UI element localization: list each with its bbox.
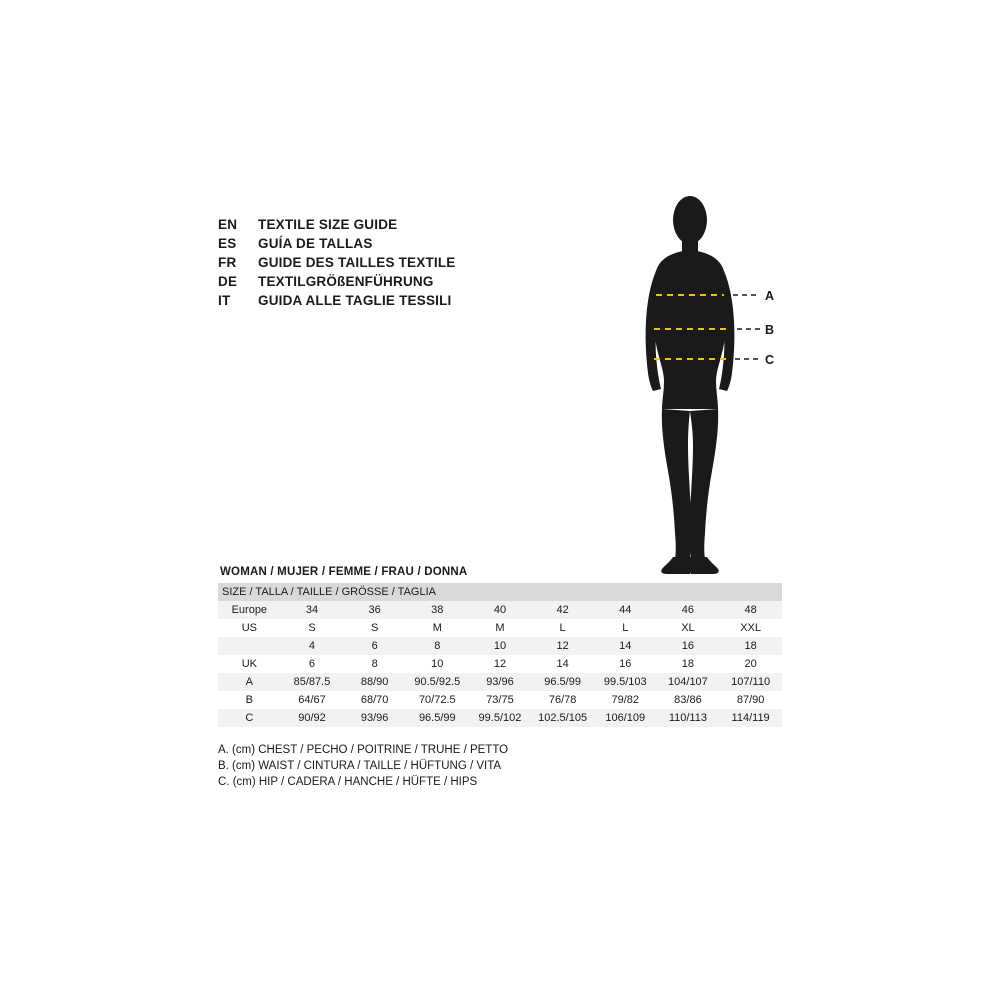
cell: 36 bbox=[343, 601, 406, 619]
cell: 93/96 bbox=[469, 673, 532, 691]
title-text-it: GUIDA ALLE TAGLIE TESSILI bbox=[258, 293, 452, 308]
cell: S bbox=[281, 619, 344, 637]
cell: S bbox=[343, 619, 406, 637]
cell: 99.5/103 bbox=[594, 673, 657, 691]
cell: 14 bbox=[531, 655, 594, 673]
cell: 6 bbox=[343, 637, 406, 655]
cell: 99.5/102 bbox=[469, 709, 532, 727]
title-row-fr bbox=[218, 253, 548, 272]
table-header-row bbox=[218, 583, 782, 601]
row-label-us: US bbox=[218, 619, 281, 637]
language-code-fr: FR bbox=[218, 255, 237, 270]
cell: XL bbox=[657, 619, 720, 637]
cell: 83/86 bbox=[657, 691, 720, 709]
title-row-en bbox=[218, 215, 548, 234]
cell: 96.5/99 bbox=[406, 709, 469, 727]
table-row bbox=[218, 601, 782, 619]
cell: 46 bbox=[657, 601, 720, 619]
cell: 8 bbox=[406, 637, 469, 655]
cell: 12 bbox=[469, 655, 532, 673]
cell: 44 bbox=[594, 601, 657, 619]
cell: L bbox=[531, 619, 594, 637]
measure-label-c: C bbox=[765, 353, 775, 367]
cell: 90.5/92.5 bbox=[406, 673, 469, 691]
cell: 14 bbox=[594, 637, 657, 655]
cell: 90/92 bbox=[281, 709, 344, 727]
female-body-figure bbox=[620, 195, 840, 580]
table-header-label: SIZE / TALLA / TAILLE / GRÖSSE / TAGLIA bbox=[218, 583, 782, 601]
language-code-it: IT bbox=[218, 293, 231, 308]
row-label-us-numeric bbox=[218, 637, 281, 655]
row-label-uk: UK bbox=[218, 655, 281, 673]
cell: 12 bbox=[531, 637, 594, 655]
cell: M bbox=[469, 619, 532, 637]
cell: 20 bbox=[719, 655, 782, 673]
cell: 18 bbox=[657, 655, 720, 673]
cell: 96.5/99 bbox=[531, 673, 594, 691]
cell: 34 bbox=[281, 601, 344, 619]
cell: 64/67 bbox=[281, 691, 344, 709]
cell: 114/119 bbox=[719, 709, 782, 727]
legend-line-a: A. (cm) CHEST / PECHO / POITRINE / TRUHE / PETTO bbox=[218, 744, 509, 756]
measure-label-b: B bbox=[765, 323, 775, 337]
cell: 104/107 bbox=[657, 673, 720, 691]
title-block bbox=[218, 215, 548, 310]
cell: 38 bbox=[406, 601, 469, 619]
row-label-a: A bbox=[218, 673, 281, 691]
cell: 79/82 bbox=[594, 691, 657, 709]
cell: 102.5/105 bbox=[531, 709, 594, 727]
cell: 107/110 bbox=[719, 673, 782, 691]
legend-line-b: B. (cm) WAIST / CINTURA / TAILLE / HÜFTUNG / VITA bbox=[218, 760, 502, 772]
language-code-de: DE bbox=[218, 274, 238, 289]
row-label-c: C bbox=[218, 709, 281, 727]
cell: XXL bbox=[719, 619, 782, 637]
title-text-es: GUÍA DE TALLAS bbox=[258, 236, 373, 251]
cell: 88/90 bbox=[343, 673, 406, 691]
title-row-de bbox=[218, 272, 548, 291]
cell: 48 bbox=[719, 601, 782, 619]
table-row bbox=[218, 655, 782, 673]
cell: 73/75 bbox=[469, 691, 532, 709]
cell: 6 bbox=[281, 655, 344, 673]
cell: 76/78 bbox=[531, 691, 594, 709]
row-label-b: B bbox=[218, 691, 281, 709]
title-text-fr: GUIDE DES TAILLES TEXTILE bbox=[258, 255, 456, 270]
measure-label-a: A bbox=[765, 289, 775, 303]
cell: L bbox=[594, 619, 657, 637]
cell: M bbox=[406, 619, 469, 637]
table-row bbox=[218, 691, 782, 709]
row-label-europe: Europe bbox=[218, 601, 281, 619]
legend-line-c: C. (cm) HIP / CADERA / HANCHE / HÜFTE / HIPS bbox=[218, 776, 478, 788]
title-row-it bbox=[218, 291, 548, 310]
size-table-area bbox=[218, 566, 782, 727]
cell: 10 bbox=[469, 637, 532, 655]
cell: 8 bbox=[343, 655, 406, 673]
cell: 70/72.5 bbox=[406, 691, 469, 709]
cell: 85/87.5 bbox=[281, 673, 344, 691]
title-row-es bbox=[218, 234, 548, 253]
cell: 10 bbox=[406, 655, 469, 673]
cell: 42 bbox=[531, 601, 594, 619]
table-row bbox=[218, 673, 782, 691]
title-text-en: TEXTILE SIZE GUIDE bbox=[258, 217, 398, 232]
table-row bbox=[218, 619, 782, 637]
table-row bbox=[218, 709, 782, 727]
cell: 40 bbox=[469, 601, 532, 619]
cell: 16 bbox=[594, 655, 657, 673]
cell: 87/90 bbox=[719, 691, 782, 709]
table-row bbox=[218, 637, 782, 655]
table-group-title: WOMAN / MUJER / FEMME / FRAU / DONNA bbox=[220, 566, 468, 578]
size-table bbox=[218, 583, 782, 727]
body-silhouette-icon bbox=[620, 195, 840, 580]
cell: 106/109 bbox=[594, 709, 657, 727]
cell: 4 bbox=[281, 637, 344, 655]
cell: 110/113 bbox=[657, 709, 720, 727]
measurement-legend bbox=[218, 742, 738, 790]
cell: 93/96 bbox=[343, 709, 406, 727]
cell: 18 bbox=[719, 637, 782, 655]
cell: 68/70 bbox=[343, 691, 406, 709]
title-text-de: TEXTILGRÖßENFÜHRUNG bbox=[258, 274, 434, 289]
cell: 16 bbox=[657, 637, 720, 655]
language-code-en: EN bbox=[218, 217, 238, 232]
language-code-es: ES bbox=[218, 236, 237, 251]
